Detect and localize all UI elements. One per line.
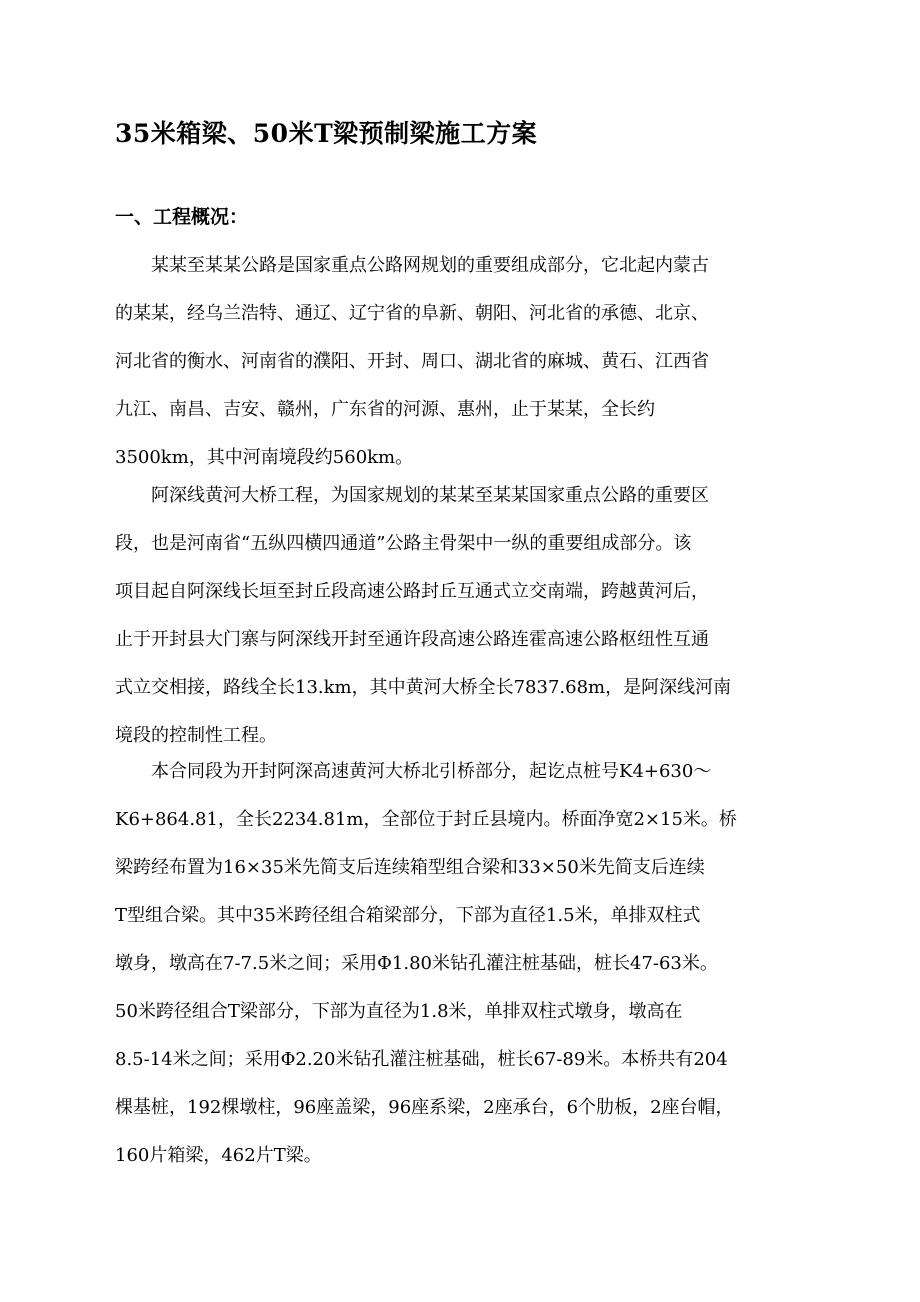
document-title: 35米箱梁、50米T梁预制梁施工方案 (115, 119, 538, 148)
paragraph-line: 项目起自阿深线长垣至封丘段高速公路封丘互通式立交南端，跨越黄河后， (115, 581, 709, 602)
paragraph-overview-route (115, 242, 835, 482)
paragraph-line: 某某至某某公路是国家重点公路网规划的重要组成部分，它北起内蒙古 (151, 255, 709, 276)
paragraph-contract-section (115, 748, 835, 1180)
paragraph-line: 墩身，墩高在7-7.5米之间；采用Φ1.80米钻孔灌注桩基础，桩长47-63米。 (115, 953, 718, 974)
paragraph-line: 3500km，其中河南境段约560km。 (115, 447, 414, 468)
paragraph-line: 九江、南昌、吉安、赣州，广东省的河源、惠州，止于某某，全长约 (115, 399, 655, 420)
paragraph-line: 棵基桩，192棵墩柱，96座盖梁，96座系梁，2座承台，6个肋板，2座台帽， (115, 1097, 734, 1118)
paragraph-line: 50米跨径组合T梁部分，下部为直径为1.8米，单排双柱式墩身，墩高在 (115, 1001, 683, 1022)
paragraph-line: 8.5-14米之间；采用Φ2.20米钻孔灌注桩基础，桩长67-89米。本桥共有204 (115, 1049, 728, 1070)
paragraph-line: 式立交相接，路线全长13.km，其中黄河大桥全长7837.68m，是阿深线河南 (115, 677, 732, 698)
paragraph-line: 止于开封县大门寨与阿深线开封至通许段高速公路连霍高速公路枢纽性互通 (115, 629, 709, 650)
paragraph-line: 阿深线黄河大桥工程，为国家规划的某某至某某国家重点公路的重要区 (151, 485, 709, 506)
paragraph-line: 160片箱梁，462片T梁。 (115, 1145, 322, 1166)
paragraph-line: K6+864.81，全长2234.81m，全部位于封丘县境内。桥面净宽2×15米。桥 (115, 809, 737, 830)
paragraph-line: 的某某，经乌兰浩特、通辽、辽宁省的阜新、朝阳、河北省的承德、北京、 (115, 303, 709, 324)
paragraph-bridge-project (115, 472, 835, 760)
paragraph-line: 河北省的衡水、河南省的濮阳、开封、周口、湖北省的麻城、黄石、江西省 (115, 351, 709, 372)
paragraph-line: 本合同段为开封阿深高速黄河大桥北引桥部分，起讫点桩号K4+630～ (151, 761, 712, 782)
section-heading: 一、工程概况： (115, 206, 249, 228)
paragraph-line: T型组合梁。其中35米跨径组合箱梁部分，下部为直径1.5米，单排双柱式 (115, 905, 701, 926)
paragraph-line: 段，也是河南省“五纵四横四通道”公路主骨架中一纵的重要组成部分。该 (115, 533, 692, 554)
paragraph-line: 梁跨经布置为16×35米先简支后连续箱型组合梁和33×50米先简支后连续 (115, 857, 705, 878)
paragraph-line: 境段的控制性工程。 (115, 725, 277, 746)
